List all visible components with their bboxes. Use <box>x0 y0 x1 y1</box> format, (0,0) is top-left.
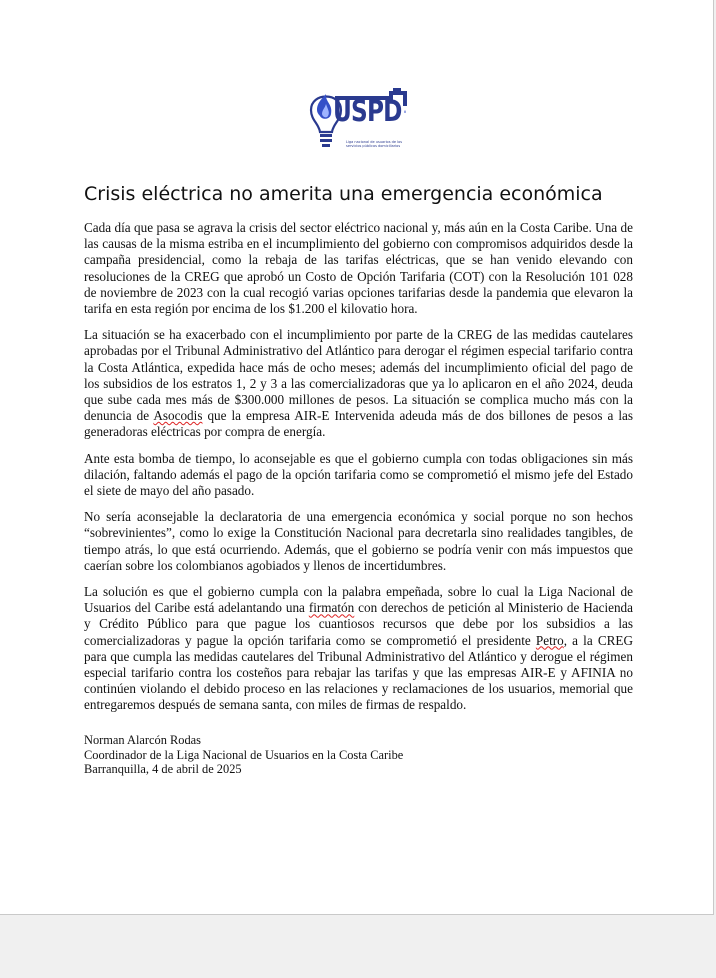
paragraph-2 <box>84 327 633 440</box>
paragraph-5-text-b: con derechos de petición al Ministerio de Hacienda y Crédito Público para que pague los cuantiosos recursos que debe por los subsidios a las comercializadoras y pague la opción tarifaria como se comprometió el presidente <box>84 600 634 648</box>
place-date: Barranquilla, 4 de abril de 2025 <box>84 762 242 777</box>
article-title: Crisis eléctrica no amerita una emergencia económica <box>84 183 603 205</box>
signature-block <box>84 733 633 777</box>
logo-subtitle: Liga nacional de usuarios de los servicios públicos domiciliarios <box>346 140 403 148</box>
article-body <box>84 220 633 724</box>
paragraph-2-text-a: La situación se ha exacerbado con el incumplimiento por parte de la CREG de las medidas cautelares aprobadas por el Tribunal Administrativo del Atlántico para derogar el régimen especial tarifario contra la Costa Atlántica, expedida hace más de ocho meses; además del incumplimiento oficial del pago de los subsidios de los estratos 1, 2 y 3 a las comercializadoras que ya lo aplicaron en el año 2024, deuda que sube cada mes más de $300.000 millones de pesos. La situación se complica mucho más con la denuncia de <box>84 327 633 424</box>
paragraph-1: Cada día que pasa se agrava la crisis del sector eléctrico nacional y, más aún en la Costa Caribe. Una de las causas de la misma estriba en el incumplimiento del gobierno con compromisos adquiridos desde la campaña presidencial, como la rebaja de las tarifas eléctricas, que se han venido elevando con resoluciones de la CREG que aprobó un Costo de Opción Tarifaria (COT) con la Resolución 101 028 de noviembre de 2023 con la cual recogió varias opciones tarifarias desde la pandemia que elevaron la tarifa en esta región por encima de los $1.200 el kilovatio hora. <box>84 220 633 317</box>
signer-role: Coordinador de la Liga Nacional de Usuarios en la Costa Caribe <box>84 747 404 762</box>
signer-name: Norman Alarcón Rodas <box>84 733 201 747</box>
paragraph-5-text-c: , a la CREG para que cumpla las medidas cautelares del Tribunal Administrativo del Atlántico y derogue el régimen especial tarifario contra los costeños para rebajar las tarifas y que las empresas AIR-E y AFINIA no continúen violando el debido proceso en las relaciones y reclamaciones de los usuarios, memorial que entregaremos después de semana santa, con miles de firmas de respaldo. <box>84 632 633 713</box>
paragraph-2-text-b: que la empresa AIR-E Intervenida adeuda más de dos billones de pesos a las generadoras eléctricas por compra de energía. <box>84 408 633 440</box>
logo-wordmark: USPD <box>333 94 402 128</box>
paragraph-5-text-a: La solución es que el gobierno cumpla con la palabra empeñada, sobre lo cual la Liga Nacional de Usuarios del Caribe está adelantando una <box>84 584 633 616</box>
spellcheck-flag-firmaton: firmatón <box>308 600 355 616</box>
paragraph-4: No sería aconsejable la declaratoria de una emergencia económica y social porque no son hechos “sobrevinientes”, como lo exige la Constitución Nacional para decretarla sino realidades tangibles, de tiempo atrás, lo que está ocurriendo. Además, que el gobierno se podría venir con más impuestos que caerían sobre los colombianos agobiados y llenos de incertidumbres. <box>84 509 633 573</box>
paragraph-3: Ante esta bomba de tiempo, lo aconsejable es que el gobierno cumpla con todas obligaciones sin más dilación, faltando además el pago de la opción tarifaria como se comprometió el mismo jefe del Estado el siete de mayo del año pasado. <box>84 450 633 499</box>
spellcheck-flag-asocodis: Asocodis <box>153 408 203 424</box>
spellcheck-flag-petro: Petro <box>535 632 564 648</box>
paragraph-5 <box>84 584 633 714</box>
